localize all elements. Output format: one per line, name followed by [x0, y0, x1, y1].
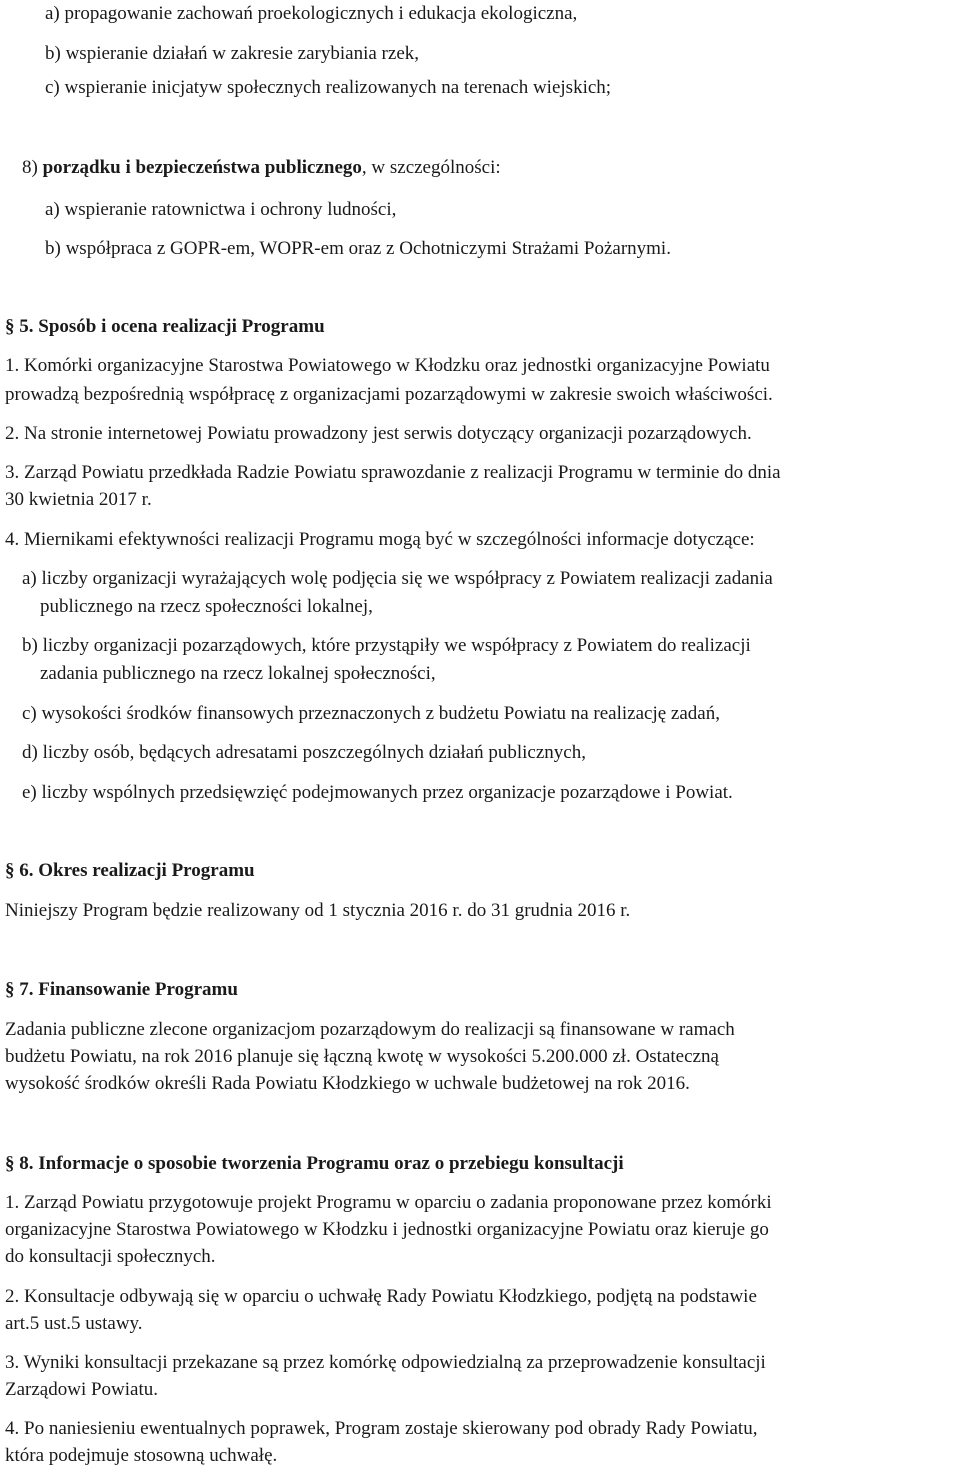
- section8-p1-line1: 1. Zarząd Powiatu przygotowuje projekt Programu w oparciu o zadania proponowane przez komórki: [5, 1192, 772, 1213]
- item8-suffix: , w szczególności:: [361, 157, 501, 178]
- measure-d: d) liczby osób, będących adresatami poszczególnych działań publicznych,: [22, 742, 586, 763]
- measure-e: e) liczby wspólnych przedsięwzięć podejmowanych przez organizacje pozarządowe i Powiat.: [22, 782, 733, 803]
- measure-c: c) wysokości środków finansowych przeznaczonych z budżetu Powiatu na realizację zadań,: [22, 703, 720, 724]
- item8-bold: porządku i bezpieczeństwa publicznego: [42, 157, 362, 178]
- item8-prefix: 8): [22, 157, 43, 178]
- section7-line3: wysokość środków określi Rada Powiatu Kłodzkiego w uchwale budżetowej na rok 2016.: [5, 1073, 690, 1094]
- section5-p1-line2: prowadzą bezpośrednią współpracę z organizacjami pozarządowymi w zakresie swoich właściwości.: [5, 384, 773, 405]
- section7-line2: budżetu Powiatu, na rok 2016 planuje się łączną kwotę w wysokości 5.200.000 zł. Ostateczną: [5, 1046, 719, 1067]
- measure-b-line1: b) liczby organizacji pozarządowych, które przystąpiły we współpracy z Powiatem do realizacji: [22, 635, 751, 656]
- list-item-7a: a) propagowanie zachowań proekologicznych i edukacja ekologiczna,: [45, 3, 578, 24]
- section8-p3-line1: 3. Wyniki konsultacji przekazane są przez komórkę odpowiedzialną za przeprowadzenie konsultacji: [5, 1352, 766, 1373]
- measure-b-line2: zadania publicznego na rzecz lokalnej społeczności,: [40, 663, 436, 684]
- measure-a-line1: a) liczby organizacji wyrażających wolę podjęcia się we współpracy z Powiatem realizacji zadania: [22, 568, 773, 589]
- section8-p4-line2: która podejmuje stosowną uchwałę.: [5, 1445, 278, 1466]
- section6-heading: § 6. Okres realizacji Programu: [5, 860, 255, 881]
- measure-a-line2: publicznego na rzecz społeczności lokalnej,: [40, 596, 373, 617]
- section8-p2-line2: art.5 ust.5 ustawy.: [5, 1313, 143, 1334]
- section5-p3-line2: 30 kwietnia 2017 r.: [5, 489, 152, 510]
- section8-p2-line1: 2. Konsultacje odbywają się w oparciu o uchwałę Rady Powiatu Kłodzkiego, podjętą na podstawie: [5, 1286, 757, 1307]
- section6-text: Niniejszy Program będzie realizowany od 1 stycznia 2016 r. do 31 grudnia 2016 r.: [5, 900, 631, 921]
- section8-heading: § 8. Informacje o sposobie tworzenia Programu oraz o przebiegu konsultacji: [5, 1153, 624, 1174]
- section8-p1-line3: do konsultacji społecznych.: [5, 1246, 216, 1267]
- section5-p2: 2. Na stronie internetowej Powiatu prowadzony jest serwis dotyczący organizacji pozarządowych.: [5, 423, 752, 444]
- list-item-8: [22, 157, 501, 179]
- list-item-8a: a) wspieranie ratownictwa i ochrony ludności,: [45, 199, 397, 220]
- list-item-7b: b) wspieranie działań w zakresie zarybiania rzek,: [45, 43, 419, 64]
- section7-heading: § 7. Finansowanie Programu: [5, 979, 238, 1000]
- list-item-7c: c) wspieranie inicjatyw społecznych realizowanych na terenach wiejskich;: [45, 77, 612, 98]
- section8-p1-line2: organizacyjne Starostwa Powiatowego w Kłodzku i jednostki organizacyjne Powiatu oraz kieruje go: [5, 1219, 769, 1240]
- section8-p3-line2: Zarządowi Powiatu.: [5, 1379, 159, 1400]
- list-item-8b: b) współpraca z GOPR-em, WOPR-em oraz z Ochotniczymi Strażami Pożarnymi.: [45, 238, 671, 259]
- section5-heading: § 5. Sposób i ocena realizacji Programu: [5, 316, 325, 337]
- section5-p4: 4. Miernikami efektywności realizacji Programu mogą być w szczególności informacje dotyczące:: [5, 529, 755, 550]
- section5-p1-line1: 1. Komórki organizacyjne Starostwa Powiatowego w Kłodzku oraz jednostki organizacyjne Powiatu: [5, 355, 770, 376]
- section8-p4-line1: 4. Po naniesieniu ewentualnych poprawek, Program zostaje skierowany pod obrady Rady Powiatu,: [5, 1418, 758, 1439]
- section5-p3-line1: 3. Zarząd Powiatu przedkłada Radzie Powiatu sprawozdanie z realizacji Programu w terminie do dnia: [5, 462, 781, 483]
- section7-line1: Zadania publiczne zlecone organizacjom pozarządowym do realizacji są finansowane w ramach: [5, 1019, 735, 1040]
